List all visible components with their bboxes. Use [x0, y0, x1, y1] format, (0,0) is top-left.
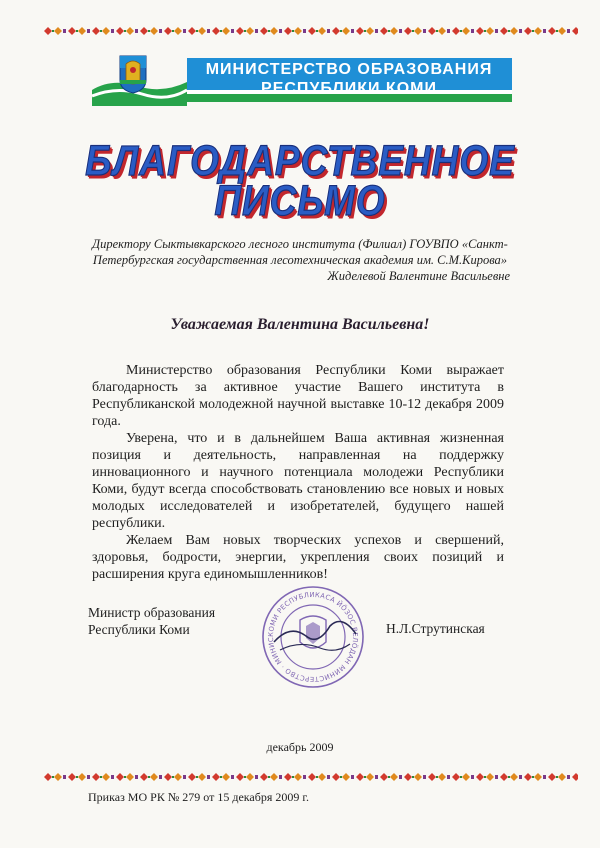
order-reference: Приказ МО РК № 279 от 15 декабря 2009 г.: [88, 790, 309, 804]
signer-position: [88, 604, 215, 638]
addressee-name: Жиделевой Валентине Васильевне: [327, 269, 510, 283]
signer-position-line1: Министр образования: [88, 605, 216, 620]
official-seal-stamp: [260, 584, 366, 690]
letter-title-line2: ПИСЬМО: [214, 176, 386, 224]
addressee-line1: Директору Сыктывкарского лесного института (Филиал) ГОУВПО «Санкт-: [92, 237, 508, 251]
letter-date: декабрь 2009: [266, 740, 334, 754]
top-ornament-border: [42, 24, 578, 38]
salutation: Уважаемая Валентина Васильевна!: [170, 316, 430, 333]
letter-title-line1: БЛАГОДАРСТВЕННОЕ: [85, 136, 515, 184]
seal-ring-text: КОМИ РЕСПУБЛИКАСА ЙӦЗОС ВЕЛӦДАН МИНИСТЕРСТВО · МИНИС: [266, 590, 360, 684]
ministry-title: [190, 60, 508, 98]
body-paragraph-3: Желаем Вам новых творческих успехов и свершений, здоровья, бодрости, энергии, укрепления своих позиций и расширения круга единомышленников!: [92, 533, 504, 582]
ministry-title-line2: РЕСПУБЛИКИ КОМИ: [261, 80, 437, 97]
signer-position-line2: Республики Коми: [88, 622, 190, 637]
body-paragraph-1: Министерство образования Республики Коми выражает благодарность за активное участие Вашего института в Республиканской молодежной научной выставке 10-12 декабря 2009 года.: [92, 363, 504, 429]
signer-name: Н.Л.Струтинская: [386, 621, 485, 636]
coat-of-arms-emblem: [118, 54, 148, 94]
addressee-line2: Петербургская государственная лесотехническая академия им. С.М.Кирова»: [92, 253, 508, 267]
body-paragraph-2: Уверена, что и в дальнейшем Ваша активная жизненная позиция и деятельность, направленная на поддержку инновационного и научного потенциала молодежи Республики Коми, будут всегда способствовать становлению все новых и новых молодых исследователей и изобретателей, будущего нашей республики.: [92, 431, 504, 531]
bottom-ornament-border: [42, 770, 578, 784]
ministry-title-line1: МИНИСТЕРСТВО ОБРАЗОВАНИЯ: [205, 61, 493, 78]
